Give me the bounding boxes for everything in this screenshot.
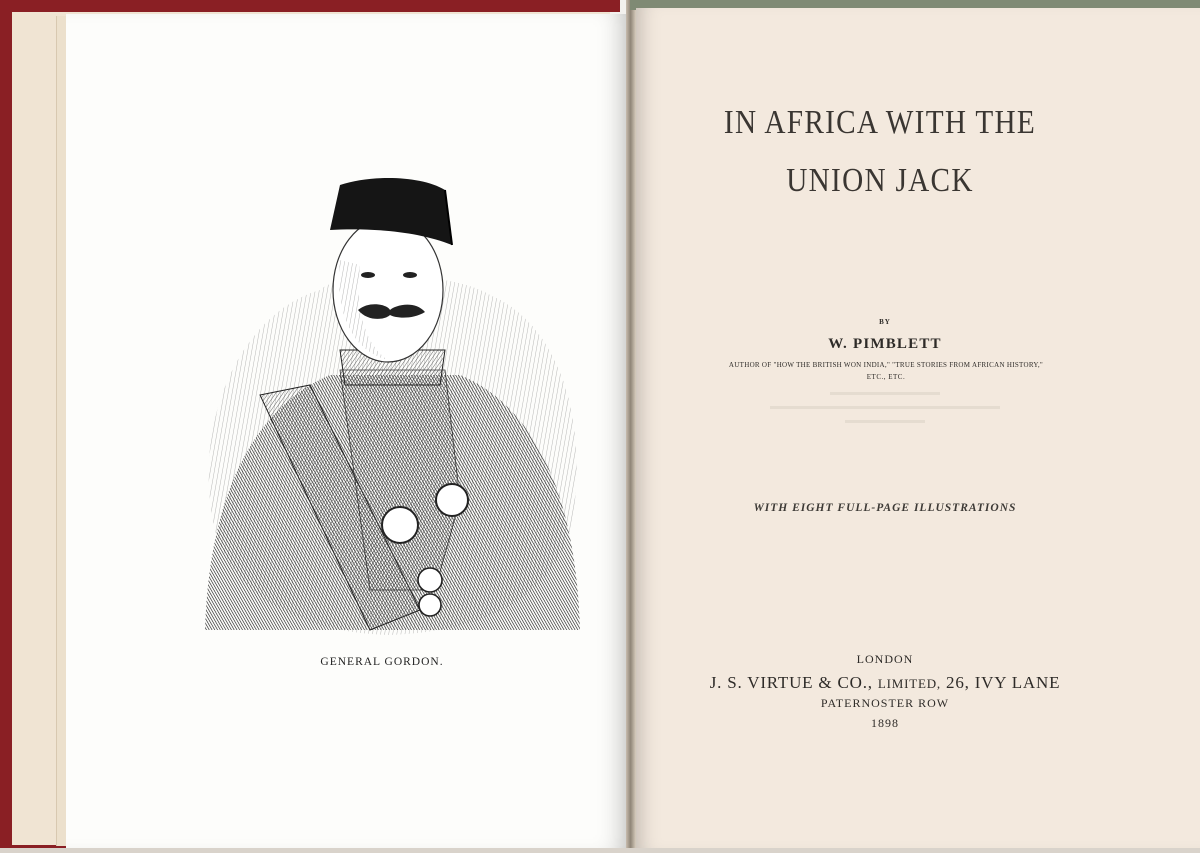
imprint-street: PATERNOSTER ROW — [820, 696, 950, 710]
cloth-board-top — [0, 0, 620, 12]
book-title-line-1: IN AFRICA WITH THE — [723, 104, 1037, 141]
medal — [419, 594, 441, 616]
portrait-caption: GENERAL GORDON. — [320, 656, 444, 668]
illustrations-note: WITH EIGHT FULL-PAGE ILLUSTRATIONS — [753, 502, 1017, 514]
publisher-name: J. S. VIRTUE & CO., — [709, 673, 873, 692]
publisher-address: 26, IVY LANE — [946, 673, 1061, 692]
author-works-line-2: ETC., ETC. — [866, 373, 906, 381]
bleed-through-mark — [830, 392, 940, 395]
imprint-city: LONDON — [856, 652, 914, 666]
publisher-limited: LIMITED, — [877, 676, 941, 691]
cloth-board-edge — [0, 0, 12, 853]
medal — [436, 484, 468, 516]
bottom-edge — [0, 848, 1200, 853]
portrait-engraving — [190, 170, 590, 640]
imprint-year: 1898 — [871, 716, 899, 730]
book-title-line-2: UNION JACK — [786, 162, 974, 199]
bleed-through-mark — [770, 406, 1000, 409]
by-label: BY — [879, 318, 891, 326]
eye — [361, 272, 375, 278]
medal — [418, 568, 442, 592]
bleed-through-mark — [845, 420, 925, 423]
author-name: W. PIMBLETT — [828, 336, 942, 352]
author-works-line-1: AUTHOR OF "HOW THE BRITISH WON INDIA," "TRUE STORIES FROM AFRICAN HISTORY," — [728, 361, 1044, 369]
imprint-publisher — [690, 673, 1080, 693]
eye — [403, 272, 417, 278]
gutter — [626, 0, 636, 853]
medal — [382, 507, 418, 543]
